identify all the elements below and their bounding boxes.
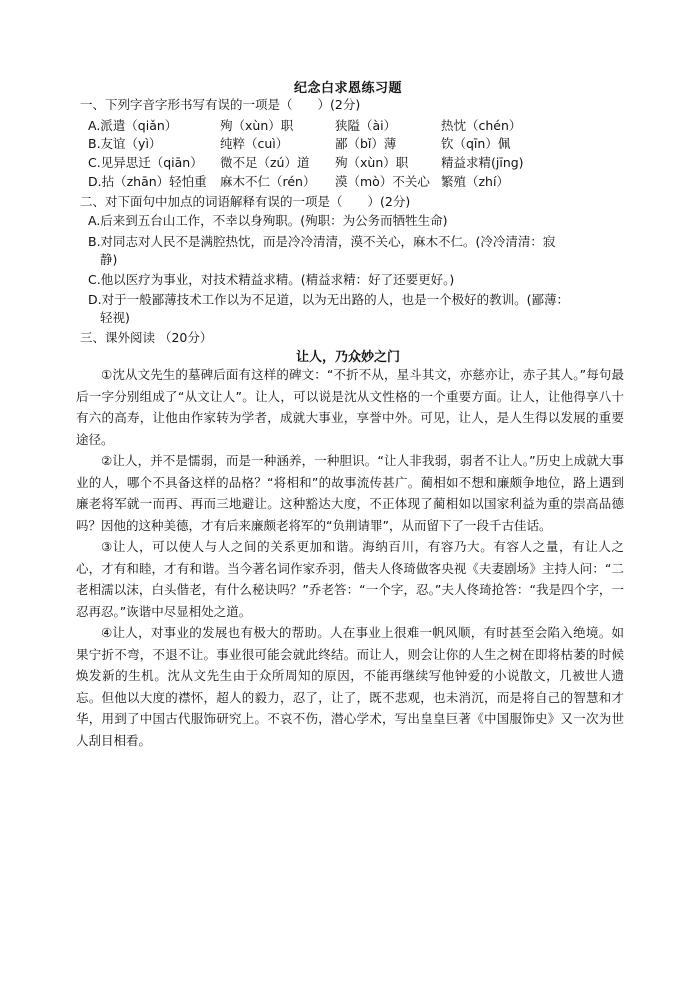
q1-option-a-1: A.派遣（qiǎn） [88,118,178,133]
q1-option-d-1: D.拈（zhān）轻怕重 [88,174,207,189]
reading-paragraph-4: ④让人，对事业的发展也有极大的帮助。人在事业上很难一帆风顺，有时甚至会陷入绝境。如果宁折不弯，不退不让。事业很可能会就此终结。而让人，则会让你的人生之树在即将枯萎的时候焕发新的生机。沈从文先生由于众所周知的原因，不能再继续写他钟爱的小说散文，几被世人遗忘。但他以大度的襟怀，超人的毅力，忍了，让了，既不悲观，也未消沉，而是将自己的智慧和才华，用到了中国古代服饰研究上。不哀不伤，潜心学术，写出皇皇巨著《中国服饰史》又一次为世人刮目相看。 [76,625,624,748]
q2-option-b-line1: B.对同志对人民不是满腔热忱，而是冷冷清清，漠不关心，麻木不仁。(冷冷清清：寂 [88,234,556,249]
page-title: 纪念白求恩练习题 [293,81,402,96]
question-1-stem: 一、下列字音字形书写有误的一项是（ ）(2分) [80,97,361,112]
q1-option-row-a [88,117,608,136]
question-2-stem: 二、对下面句中加点的词语解释有误的一项是（ ）(2分) [80,194,411,209]
reading-paragraph-1: ①沈从文先生的墓碑后面有这样的碑文：“不折不从，星斗其文，亦慈亦让，赤子其人。”每句最后一字分别组成了“从文让人”。让人，可以说是沈从文性格的一个重要方面。让人，让他得享八十有六的高寿，让他由作家转为学者，成就大事业，享誉中外。可见，让人，是人生得以发展的重要途径。 [76,367,624,447]
q1-option-a-3: 狭隘（ài） [335,118,397,133]
q1-option-b-4: 钦（qīn）佩 [441,136,511,151]
q1-option-c-2: 微不足（zú）道 [220,155,310,170]
q1-option-d-4: 繁殖（zhí） [441,174,509,189]
reading-title: 让人，乃众妙之门 [295,350,400,365]
q1-option-c-4: 精益求精(jīng) [441,155,524,170]
q1-option-a-4: 热忱（chén） [441,118,522,133]
q1-option-c-1: C.见异思迁（qiān） [88,155,203,170]
q1-option-d-3: 漠（mò）不关心 [335,174,430,189]
q1-option-b-1: B.友谊（yì） [88,136,162,151]
q2-option-d-line1: D.对于一般鄙薄技术工作以为不足道，以为无出路的人，也是一个极好的教训。(鄙薄： [88,292,569,307]
q1-option-row-c [88,154,608,173]
q1-option-row-d [88,173,608,192]
q1-option-b-3: 鄙（bǐ）薄 [335,136,397,151]
question-3-stem: 三、课外阅读 （20分） [80,330,213,345]
reading-passage [76,364,624,751]
q2-option-d-line2: 轻视) [100,310,130,325]
q1-option-d-2: 麻木不仁（rén） [220,174,316,189]
reading-paragraph-3: ③让人，可以使人与人之间的关系更加和谐。海纳百川，有容乃大。有容人之量，有让人之心，才有和睦，才有和谐。当今著名词作家乔羽，偕夫人佟琦做客央视《夫妻剧场》主持人问：“二老相濡以沫，白头偕老，有什么秘诀吗？”乔老答：“一个字，忍。”夫人佟琦抢答：“我是四个字，一忍再忍。”诙谐中尽显相处之道。 [76,539,624,619]
q2-option-a: A.后来到五台山工作，不幸以身殉职。(殉职：为公务而牺牲生命) [88,213,448,228]
q2-option-b-line2: 静) [100,252,118,267]
q1-option-c-3: 殉（xùn）职 [335,155,409,170]
q2-option-c: C.他以医疗为事业，对技术精益求精。(精益求精：好了还要更好。) [88,272,455,287]
q1-option-a-2: 殉（xùn）职 [220,118,294,133]
q1-option-b-2: 纯粹（cuì） [220,136,289,151]
reading-paragraph-2: ②让人，并不是懦弱，而是一种涵养，一种胆识。“让人非我弱，弱者不让人。”历史上成就大事业的人，哪个不具备这样的品格？“将相和”的故事流传甚广。蔺相如不想和廉颇争地位，路上遇到廉老将军就一而再、再而三地避让。这种豁达大度，不正体现了蔺相如以国家利益为重的崇高品德吗？因他的这种美德，才有后来廉颇老将军的“负荆请罪”，从而留下了一段千古佳话。 [76,453,624,533]
q1-option-row-b [88,135,608,154]
